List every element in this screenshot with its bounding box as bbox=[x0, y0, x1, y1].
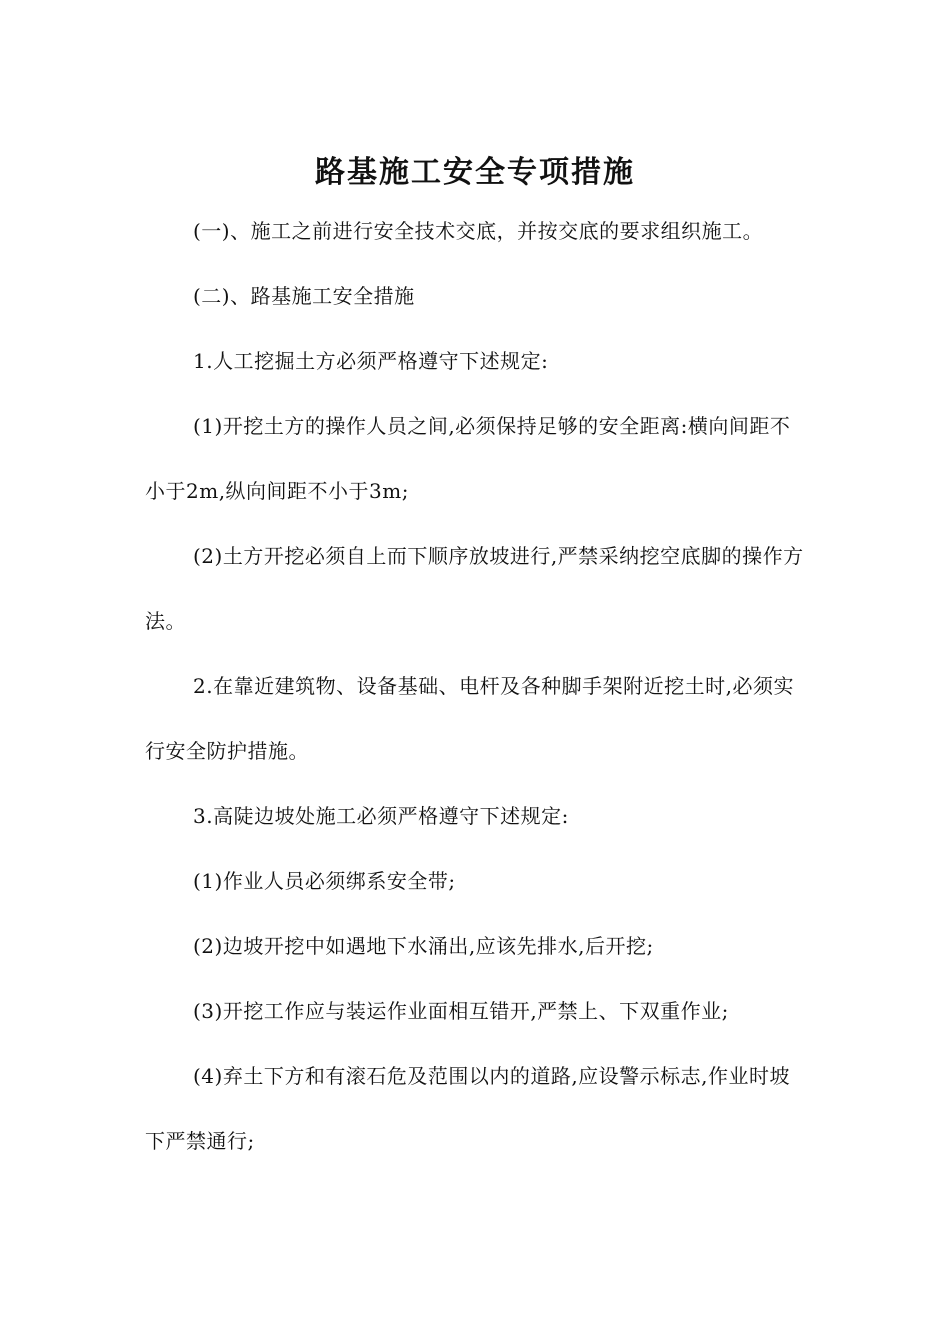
paragraph-11: (4)弃土下方和有滚石危及范围以内的道路,应设警示标志,作业时坡下严禁通行; bbox=[145, 1064, 791, 1153]
paragraph-9: (2)边坡开挖中如遇地下水涌出,应该先排水,后开挖; bbox=[193, 934, 654, 958]
paragraph-2: (二)、路基施工安全措施 bbox=[193, 284, 415, 308]
paragraph-10: (3)开挖工作应与装运作业面相互错开,严禁上、下双重作业; bbox=[193, 999, 729, 1023]
document-title: 路基施工安全专项措施 bbox=[315, 155, 635, 191]
paragraph-7: 3.高陡边坡处施工必须严格遵守下述规定: bbox=[193, 804, 569, 828]
paragraph-5: (2)土方开挖必须自上而下顺序放坡进行,严禁采纳挖空底脚的操作方法。 bbox=[145, 544, 804, 633]
paragraph-1: (一)、施工之前进行安全技术交底，并按交底的要求组织施工。 bbox=[193, 219, 764, 243]
paragraph-3: 1.人工挖掘土方必须严格遵守下述规定: bbox=[193, 349, 549, 373]
paragraph-4: (1)开挖土方的操作人员之间,必须保持足够的安全距离:横向间距不小于2m,纵向间距不小于3m; bbox=[145, 414, 791, 503]
document-body bbox=[145, 199, 810, 1174]
paragraph-6: 2.在靠近建筑物、设备基础、电杆及各种脚手架附近挖土时,必须实行安全防护措施。 bbox=[145, 674, 794, 763]
paragraph-8: (1)作业人员必须绑系安全带; bbox=[193, 869, 456, 893]
